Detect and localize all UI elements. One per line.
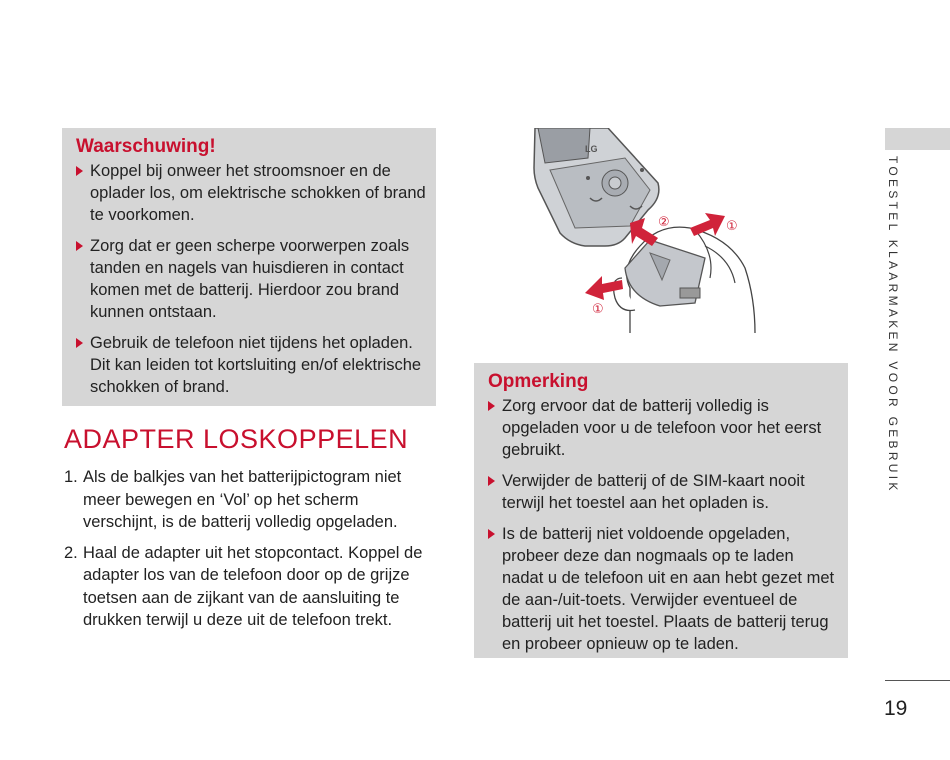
bullet-triangle-icon xyxy=(488,401,495,411)
list-item: Zorg ervoor dat de batterij volledig is opgeladen voor u de telefoon voor het eerst gebruikt. xyxy=(488,395,838,461)
callout-1: ① xyxy=(726,219,738,234)
bullet-triangle-icon xyxy=(488,529,495,539)
step-number: 1. xyxy=(64,468,78,486)
note-list xyxy=(488,395,838,655)
warning-box xyxy=(62,128,436,406)
page-number: 19 xyxy=(884,697,908,720)
list-item xyxy=(64,466,434,534)
step-text: Als de balkjes van het batterijpictogram niet meer bewegen en ‘Vol’ op het scherm verschijnt, is de batterij volledig opgeladen. xyxy=(83,468,402,531)
divider xyxy=(885,680,950,681)
bullet-triangle-icon xyxy=(488,476,495,486)
steps-list xyxy=(64,466,434,640)
note-box xyxy=(474,363,848,658)
bullet-triangle-icon xyxy=(76,241,83,251)
section-title: ADAPTER LOSKOPPELEN xyxy=(64,424,409,454)
chapter-tab xyxy=(885,128,950,150)
warning-list xyxy=(76,160,426,398)
step-number: 2. xyxy=(64,543,78,562)
list-item: Verwijder de batterij of de SIM-kaart nooit terwijl het toestel aan het opladen is. xyxy=(488,470,838,514)
chapter-label: TOESTEL KLAARMAKEN VOOR GEBRUIK xyxy=(886,156,900,494)
brand-logo: LG xyxy=(585,144,598,154)
bullet-triangle-icon xyxy=(76,338,83,348)
list-item: Koppel bij onweer het stroomsnoer en de oplader los, om elektrische schokken of brand te voorkomen. xyxy=(76,160,426,226)
warning-title: Waarschuwing! xyxy=(76,136,216,157)
battery-removal-illustration xyxy=(530,128,770,333)
bullet-triangle-icon xyxy=(76,166,83,176)
callout-1-bottom: ① xyxy=(592,302,604,317)
list-item xyxy=(64,542,434,632)
list-item: Is de batterij niet voldoende opgeladen, probeer deze dan nogmaals op te laden nadat u de telefoon uit en aan hebt gezet met de aan-/uit-toets. Verwijder eventueel de batterij uit het toestel. Plaats de batterij terug en probeer opnieuw op te laden. xyxy=(488,523,838,655)
note-title: Opmerking xyxy=(488,371,589,392)
step-text: Haal de adapter uit het stopcontact. Koppel de adapter los van de telefoon door op de grijze toetsen aan de zijkant van de aansluiting te drukken terwijl u deze uit de telefoon trekt. xyxy=(83,543,423,629)
arrow-icon xyxy=(690,213,725,236)
list-item: Zorg dat er geen scherpe voorwerpen zoals tanden en nagels van huisdieren in contact komen met de batterij. Hierdoor zou brand kunnen ontstaan. xyxy=(76,235,426,323)
callout-2: ② xyxy=(658,215,670,230)
list-item: Gebruik de telefoon niet tijdens het opladen. Dit kan leiden tot kortsluiting en/of elektrische schokken of brand. xyxy=(76,332,426,398)
